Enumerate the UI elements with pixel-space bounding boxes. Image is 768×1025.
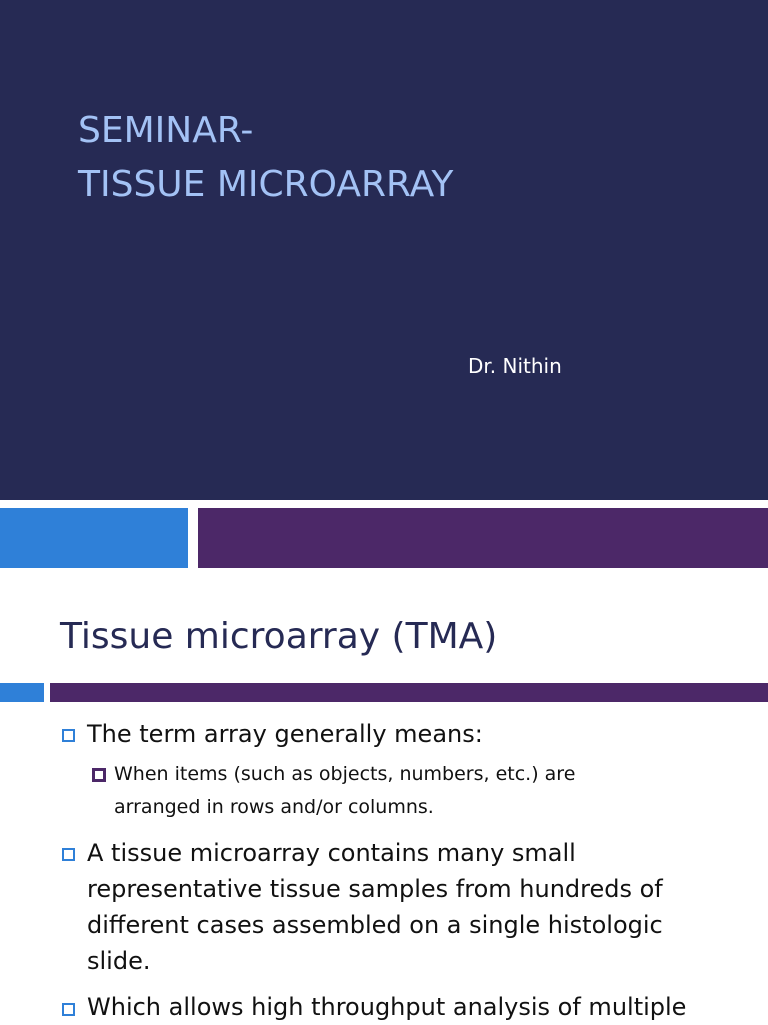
subbullet-square-icon xyxy=(92,768,106,782)
bullet-2-line-3: different cases assembled on a single histologic xyxy=(87,911,663,939)
subbullet-1-line-2: arranged in rows and/or columns. xyxy=(114,796,434,818)
bullet-2-line-1: A tissue microarray contains many small xyxy=(87,839,576,867)
slide-title-line-1: SEMINAR- xyxy=(78,110,254,151)
bullet-square-icon xyxy=(62,848,75,861)
title-slide xyxy=(0,0,768,500)
author-name: Dr. Nithin xyxy=(468,354,562,378)
bullet-square-icon xyxy=(62,1003,75,1016)
bullet-2-line-4: slide. xyxy=(87,947,151,975)
accent-bar-purple xyxy=(198,508,768,568)
slide-2-title: Tissue microarray (TMA) xyxy=(60,616,498,657)
bullet-3-line-1: Which allows high throughput analysis of multiple xyxy=(87,993,687,1021)
title-underline-blue xyxy=(0,683,44,702)
bullet-2-line-2: representative tissue samples from hundreds of xyxy=(87,875,663,903)
bullet-square-icon xyxy=(62,729,75,742)
accent-bar-blue xyxy=(0,508,188,568)
subbullet-1-line-1: When items (such as objects, numbers, etc.) are xyxy=(114,763,576,785)
bullet-1-text: The term array generally means: xyxy=(87,720,483,748)
slide-title-line-2: TISSUE MICROARRAY xyxy=(78,164,454,205)
title-underline-purple xyxy=(50,683,768,702)
